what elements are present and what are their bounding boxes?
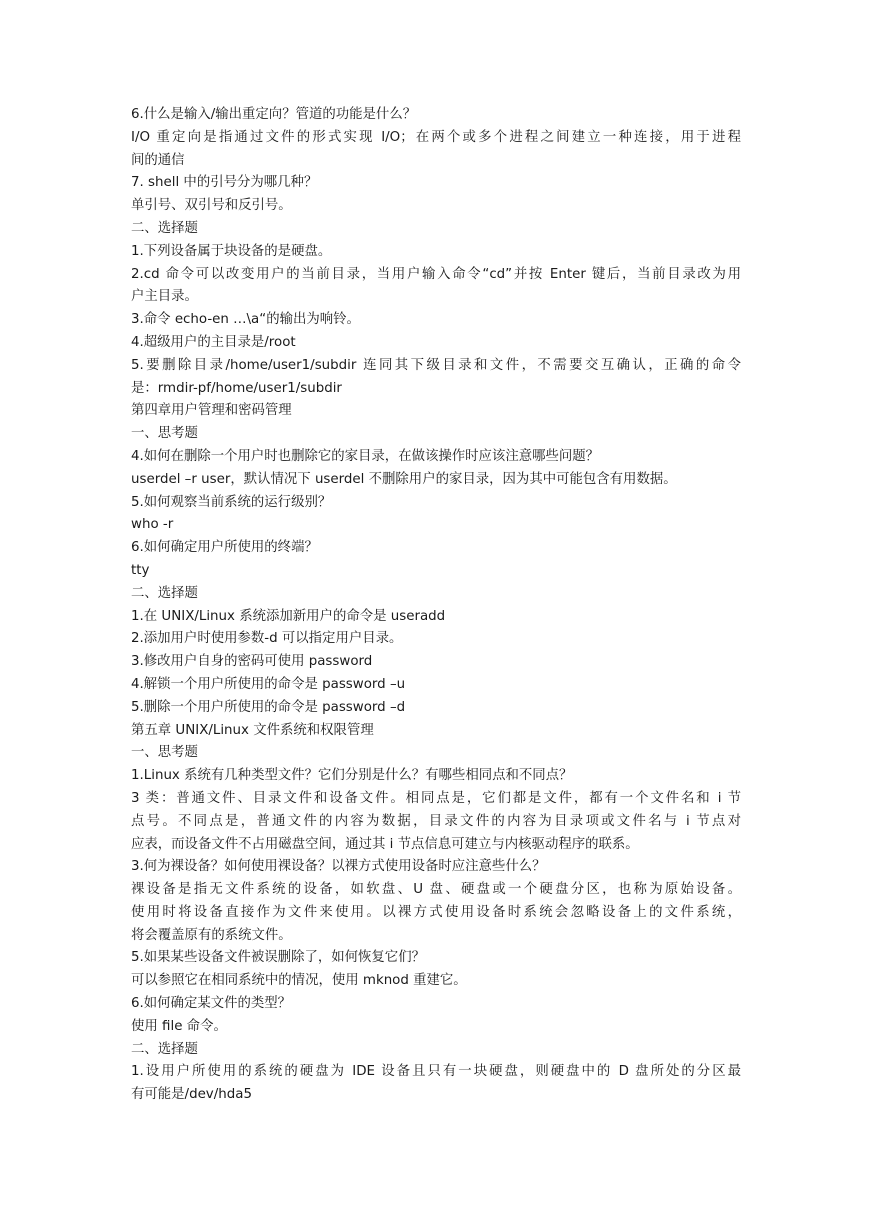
answer-line: 裸设备是指无文件系统的设备，如软盘、U 盘、硬盘或一个硬盘分区，也称为原始设备。 <box>131 882 741 898</box>
answer-line: 4.超级用户的主目录是/root <box>131 334 296 350</box>
question-line: 5.如果某些设备文件被误删除了，如何恢复它们？ <box>131 950 425 966</box>
question-line: 5.如何观察当前系统的运行级别？ <box>131 494 332 510</box>
answer-line: 1.在 UNIX/Linux 系统添加新用户的命令是 useradd <box>131 608 446 624</box>
answer-line: 点号。不同点是，普通文件的内容为数据，目录文件的内容为目录项或文件名与 i 节点对 <box>131 813 741 829</box>
answer-line: 单引号、双引号和反引号。 <box>131 198 292 214</box>
answer-line: 3 类：普通文件、目录文件和设备文件。相同点是，它们都是文件，都有一个文件名和 i 节 <box>131 790 741 806</box>
answer-line: 将会覆盖原有的系统文件。 <box>131 927 292 943</box>
answer-line: 5.删除一个用户所使用的命令是 password –d <box>131 699 406 715</box>
answer-line: 2.添加用户时使用参数-d 可以指定用户目录。 <box>131 631 403 647</box>
section-heading: 一、思考题 <box>131 745 198 761</box>
section-heading: 一、思考题 <box>131 426 198 442</box>
answer-line: I/O 重定向是指通过文件的形式实现 I/O；在两个或多个进程之间建立一种连接，用于进程 <box>131 129 741 145</box>
chapter-heading: 第五章 UNIX/Linux 文件系统和权限管理 <box>131 722 374 738</box>
question-line: 1.Linux 系统有几种类型文件？它们分别是什么？有哪些相同点和不同点？ <box>131 768 573 784</box>
answer-line: userdel –r user，默认情况下 userdel 不删除用户的家目录，因为其中可能包含有用数据。 <box>131 471 677 487</box>
question-line: 4.如何在删除一个用户时也删除它的家目录，在做该操作时应该注意哪些问题？ <box>131 448 600 464</box>
answer-line: 4.解锁一个用户所使用的命令是 password –u <box>131 676 406 692</box>
answer-line: 有可能是/dev/hda5 <box>131 1087 252 1103</box>
answer-line: tty <box>131 562 150 578</box>
answer-line: 1.设用户所使用的系统的硬盘为 IDE 设备且只有一块硬盘，则硬盘中的 D 盘所处的分区最 <box>131 1064 741 1080</box>
chapter-heading: 第四章用户管理和密码管理 <box>131 403 292 419</box>
document-body <box>131 104 741 1107</box>
answer-line: 5.要删除目录/home/user1/subdir 连同其下级目录和文件，不需要交互确认，正确的命令 <box>131 357 741 373</box>
answer-line: 是：rmdir-pf/home/user1/subdir <box>131 380 342 396</box>
question-line: 6.如何确定用户所使用的终端？ <box>131 540 318 556</box>
answer-line: 3.修改用户自身的密码可使用 password <box>131 654 373 670</box>
answer-line: who -r <box>131 517 174 533</box>
section-heading: 二、选择题 <box>131 1041 198 1057</box>
question-line: 3.何为裸设备？如何使用裸设备？以裸方式使用设备时应注意些什么？ <box>131 859 546 875</box>
answer-line: 使用时将设备直接作为文件来使用。以裸方式使用设备时系统会忽略设备上的文件系统， <box>131 904 741 920</box>
answer-line: 应表，而设备文件不占用磁盘空间，通过其 i 节点信息可建立与内核驱动程序的联系。 <box>131 836 639 852</box>
answer-line: 使用 file 命令。 <box>131 1018 227 1034</box>
answer-line: 间的通信 <box>131 152 185 168</box>
question-line: 6.如何确定某文件的类型？ <box>131 996 292 1012</box>
answer-line: 户主目录。 <box>131 289 198 305</box>
answer-line: 3.命令 echo-en …\a“的输出为响铃。 <box>131 312 360 328</box>
question-line: 6.什么是输入/输出重定向？管道的功能是什么？ <box>131 107 417 122</box>
section-heading: 二、选择题 <box>131 585 198 601</box>
answer-line: 2.cd 命令可以改变用户的当前目录，当用户输入命令“cd”并按 Enter 键后，当前目录改为用 <box>131 266 741 282</box>
question-line: 7. shell 中的引号分为哪几种？ <box>131 175 318 191</box>
section-heading: 二、选择题 <box>131 220 198 236</box>
answer-line: 可以参照它在相同系统中的情况，使用 mknod 重建它。 <box>131 973 467 989</box>
answer-line: 1.下列设备属于块设备的是硬盘。 <box>131 243 332 259</box>
